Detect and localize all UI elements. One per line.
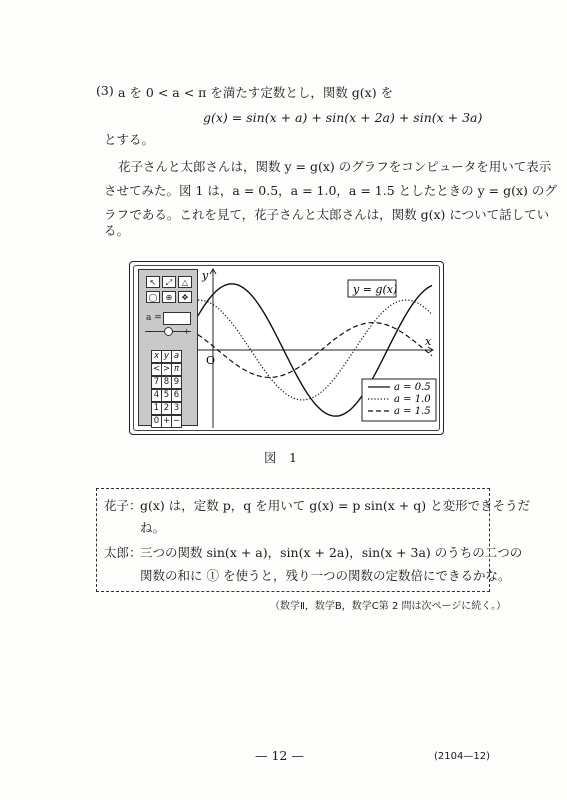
hanako-speaker: 花子： (104, 498, 142, 513)
graph-area (198, 266, 438, 428)
legend-label-2: a = 1.0 (394, 394, 431, 405)
slider-plus-icon[interactable]: + (183, 327, 190, 336)
y-axis-label: y (202, 269, 209, 282)
key-1[interactable]: 1 (151, 402, 162, 415)
polygon-tool-icon[interactable]: △ (178, 276, 192, 288)
key-8[interactable]: 8 (161, 376, 172, 389)
keypad-numbers (151, 376, 181, 428)
paragraph-line: ラフである。これを見て，花子さんと太郎さんは，関数 g(x) について話してい (104, 207, 550, 222)
tool-palette (138, 269, 198, 426)
problem-equation: g(x) = sin(x + a) + sin(x + 2a) + sin(x + 3a) (203, 110, 483, 125)
key-plus[interactable]: + (162, 416, 171, 426)
keypad-variables (151, 350, 181, 376)
x-axis-label: x (425, 335, 432, 348)
chart-title: y = g(x) (353, 283, 398, 296)
key-7[interactable]: 7 (151, 376, 162, 389)
key-4[interactable]: 4 (151, 389, 162, 402)
pointer-tool-icon[interactable]: ↖ (146, 276, 160, 288)
key-6[interactable]: 6 (171, 389, 182, 402)
point-tool-icon[interactable]: ⊕ (162, 291, 176, 303)
figure-caption: 図 1 (264, 450, 297, 465)
page-number: — 12 — (255, 748, 304, 763)
legend (362, 379, 436, 421)
key-minus[interactable]: − (172, 416, 181, 426)
key-pi[interactable]: π (171, 363, 182, 376)
circle-tool-icon[interactable]: ◯ (146, 291, 160, 303)
key-a[interactable]: a (171, 350, 182, 363)
slider-minus-icon[interactable]: − (147, 327, 154, 336)
paragraph-line: させてみた。図 1 は，a = 0.5，a = 1.0，a = 1.5 としたときの y = g(x) のグ (104, 183, 557, 198)
legend-label-1: a = 0.5 (394, 382, 431, 393)
param-input[interactable] (163, 312, 191, 325)
param-label: a = (146, 313, 162, 323)
paragraph-line: 花子さんと太郎さんは，関数 y = g(x) のグラフをコンピュータを用いて表示 (118, 159, 552, 174)
segment-tool-icon[interactable]: ⤢ (162, 276, 176, 288)
legend-label-3: a = 1.5 (394, 406, 431, 417)
move-tool-icon[interactable]: ✥ (178, 291, 192, 303)
paragraph-line: る。 (104, 223, 130, 238)
key-5[interactable]: 5 (161, 389, 172, 402)
key-9[interactable]: 9 (171, 376, 182, 389)
key-0[interactable]: 0 (151, 415, 162, 428)
problem-intro: a を 0 < a < π を満たす定数とし，関数 g(x) を (118, 85, 394, 100)
slider-handle[interactable] (164, 327, 173, 336)
taro-speaker: 太郎： (104, 545, 142, 560)
problem-number: (3) (96, 83, 114, 98)
taro-line: 関数の和に ① を使うと，残り一つの関数の定数倍にできるかな。 (140, 568, 511, 583)
origin-label: O (206, 354, 216, 367)
problem-suffix: とする。 (104, 132, 155, 147)
key-y[interactable]: y (161, 350, 172, 363)
key-lt[interactable]: < (152, 364, 161, 374)
key-gt[interactable]: > (162, 364, 171, 374)
continuation-note: （数学Ⅱ，数学B，数学C第 2 問は次ページに続く。） (270, 601, 507, 612)
key-2[interactable]: 2 (161, 402, 172, 415)
page-code: (2104—12) (434, 751, 490, 762)
taro-line: 三つの関数 sin(x + a)，sin(x + 2a)，sin(x + 3a) のうちの二つの (140, 545, 523, 560)
hanako-line: g(x) は，定数 p，q を用いて g(x) = p sin(x + q) と変形できそうだ (140, 498, 531, 513)
key-3[interactable]: 3 (171, 402, 182, 415)
hanako-line: ね。 (140, 520, 166, 535)
key-x[interactable]: x (151, 350, 162, 363)
